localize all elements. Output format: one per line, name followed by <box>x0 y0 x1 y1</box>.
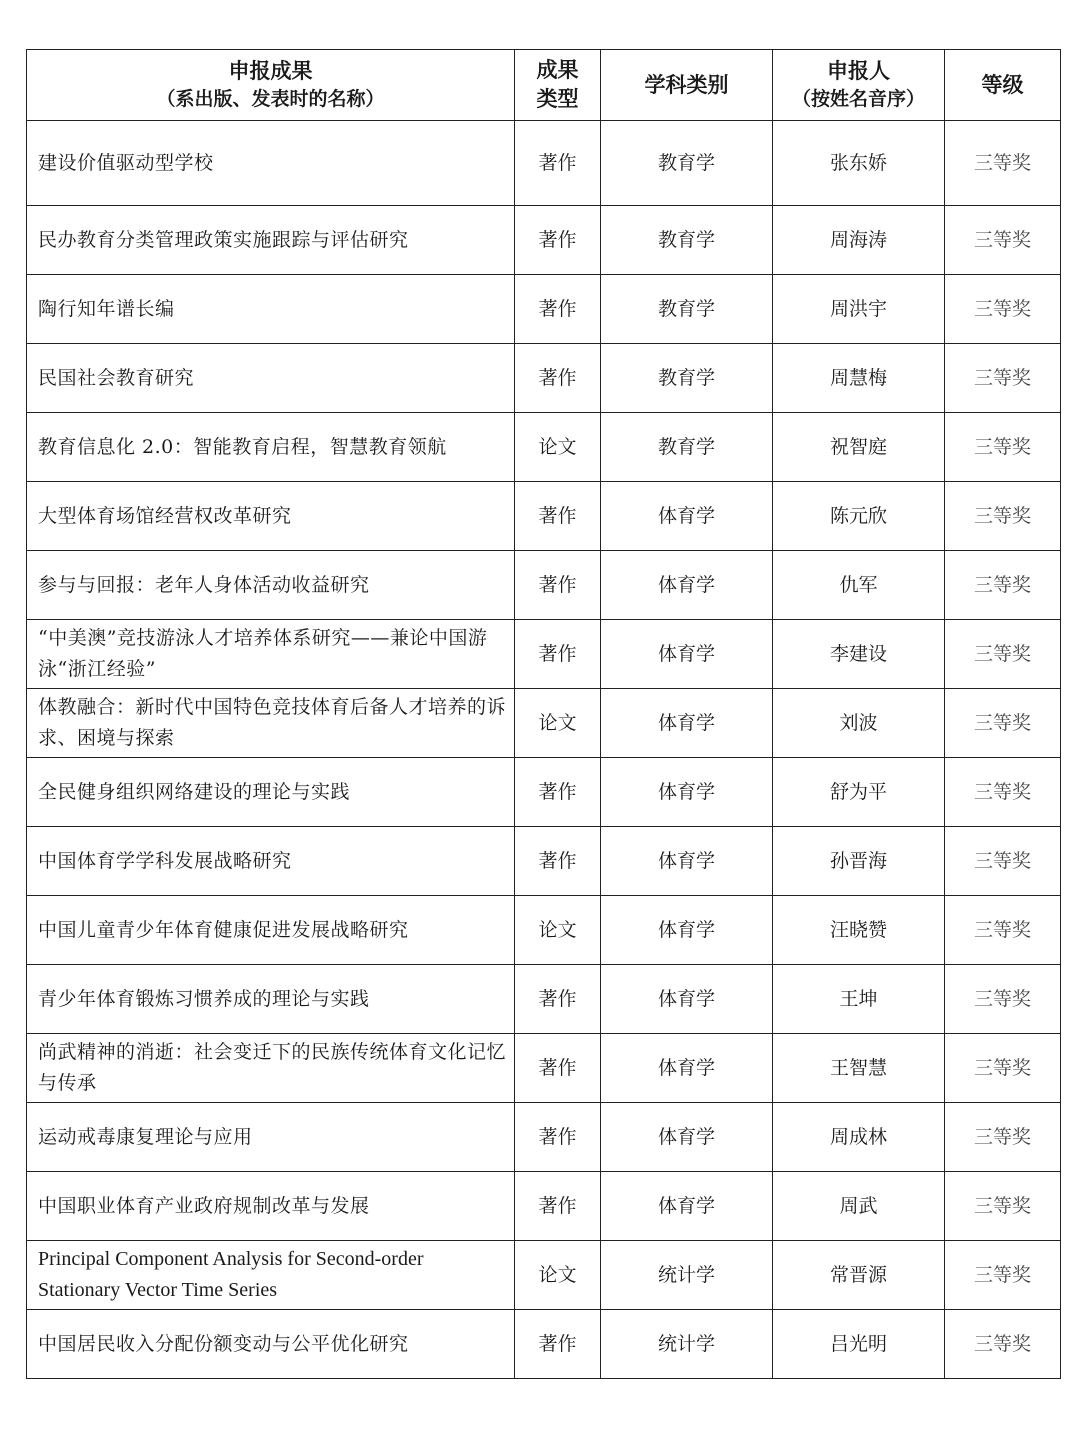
cell-title: 建设价值驱动型学校 <box>27 121 515 206</box>
cell-title: 民办教育分类管理政策实施跟踪与评估研究 <box>27 206 515 275</box>
header-type-line2: 类型 <box>536 87 579 111</box>
cell-discipline: 体育学 <box>601 1103 773 1172</box>
cell-grade: 三等奖 <box>945 965 1061 1034</box>
cell-applicant: 常晋源 <box>773 1241 945 1310</box>
cell-grade: 三等奖 <box>945 758 1061 827</box>
cell-applicant: 张东娇 <box>773 121 945 206</box>
cell-title: 中国居民收入分配份额变动与公平优化研究 <box>27 1310 515 1379</box>
cell-type: 著作 <box>515 275 601 344</box>
cell-discipline: 体育学 <box>601 689 773 758</box>
cell-grade: 三等奖 <box>945 121 1061 206</box>
table-row <box>27 1103 1061 1172</box>
cell-grade: 三等奖 <box>945 551 1061 620</box>
cell-discipline: 体育学 <box>601 965 773 1034</box>
table-body <box>27 121 1061 1379</box>
cell-applicant: 周海涛 <box>773 206 945 275</box>
cell-title: 大型体育场馆经营权改革研究 <box>27 482 515 551</box>
header-applicant-main: 申报人 <box>827 59 890 83</box>
cell-type: 著作 <box>515 206 601 275</box>
cell-title: 中国体育学学科发展战略研究 <box>27 827 515 896</box>
header-grade-label: 等级 <box>981 72 1024 97</box>
cell-applicant: 陈元欣 <box>773 482 945 551</box>
cell-applicant: 孙晋海 <box>773 827 945 896</box>
cell-applicant: 王智慧 <box>773 1034 945 1103</box>
cell-discipline: 统计学 <box>601 1310 773 1379</box>
cell-title: 运动戒毒康复理论与应用 <box>27 1103 515 1172</box>
cell-applicant: 周慧梅 <box>773 344 945 413</box>
cell-discipline: 体育学 <box>601 551 773 620</box>
cell-title: 中国儿童青少年体育健康促进发展战略研究 <box>27 896 515 965</box>
cell-type: 著作 <box>515 344 601 413</box>
table-row <box>27 1172 1061 1241</box>
header-title-sub: （系出版、发表时的名称） <box>156 88 385 110</box>
cell-title: 全民健身组织网络建设的理论与实践 <box>27 758 515 827</box>
header-discipline <box>601 50 773 121</box>
table-row <box>27 1310 1061 1379</box>
table-row <box>27 344 1061 413</box>
cell-grade: 三等奖 <box>945 896 1061 965</box>
cell-title: 青少年体育锻炼习惯养成的理论与实践 <box>27 965 515 1034</box>
cell-discipline: 教育学 <box>601 413 773 482</box>
table-row <box>27 827 1061 896</box>
cell-discipline: 体育学 <box>601 758 773 827</box>
cell-type: 著作 <box>515 1310 601 1379</box>
table-row <box>27 896 1061 965</box>
table-row <box>27 413 1061 482</box>
table-row <box>27 1241 1061 1310</box>
cell-applicant: 刘波 <box>773 689 945 758</box>
cell-discipline: 体育学 <box>601 1034 773 1103</box>
cell-discipline: 体育学 <box>601 482 773 551</box>
cell-applicant: 周洪宇 <box>773 275 945 344</box>
table-row <box>27 1034 1061 1103</box>
cell-applicant: 周武 <box>773 1172 945 1241</box>
cell-title: 体教融合：新时代中国特色竞技体育后备人才培养的诉求、困境与探索 <box>27 689 515 758</box>
cell-discipline: 体育学 <box>601 1172 773 1241</box>
cell-type: 论文 <box>515 896 601 965</box>
cell-type: 著作 <box>515 827 601 896</box>
header-applicant-sub: （按姓名音序） <box>791 88 925 110</box>
cell-grade: 三等奖 <box>945 413 1061 482</box>
header-grade <box>945 50 1061 121</box>
cell-type: 论文 <box>515 413 601 482</box>
cell-title: 教育信息化 2.0：智能教育启程，智慧教育领航 <box>27 413 515 482</box>
cell-grade: 三等奖 <box>945 344 1061 413</box>
cell-grade: 三等奖 <box>945 1103 1061 1172</box>
cell-type: 著作 <box>515 121 601 206</box>
cell-grade: 三等奖 <box>945 206 1061 275</box>
cell-applicant: 仇军 <box>773 551 945 620</box>
cell-discipline: 教育学 <box>601 121 773 206</box>
header-row <box>27 50 1061 121</box>
cell-type: 著作 <box>515 551 601 620</box>
cell-applicant: 李建设 <box>773 620 945 689</box>
cell-discipline: 体育学 <box>601 620 773 689</box>
table-row <box>27 482 1061 551</box>
header-title <box>27 50 515 121</box>
cell-grade: 三等奖 <box>945 620 1061 689</box>
cell-title: 尚武精神的消逝：社会变迁下的民族传统体育文化记忆与传承 <box>27 1034 515 1103</box>
cell-type: 著作 <box>515 482 601 551</box>
cell-discipline: 统计学 <box>601 1241 773 1310</box>
cell-grade: 三等奖 <box>945 689 1061 758</box>
cell-discipline: 教育学 <box>601 344 773 413</box>
cell-applicant: 舒为平 <box>773 758 945 827</box>
cell-type: 著作 <box>515 758 601 827</box>
cell-applicant: 周成林 <box>773 1103 945 1172</box>
cell-grade: 三等奖 <box>945 482 1061 551</box>
table-row <box>27 689 1061 758</box>
table-row <box>27 121 1061 206</box>
table-row <box>27 620 1061 689</box>
cell-discipline: 教育学 <box>601 275 773 344</box>
cell-applicant: 吕光明 <box>773 1310 945 1379</box>
cell-type: 著作 <box>515 965 601 1034</box>
cell-discipline: 体育学 <box>601 896 773 965</box>
header-type-line1: 成果 <box>536 58 579 82</box>
table-header <box>27 50 1061 121</box>
cell-title: “中美澳”竞技游泳人才培养体系研究——兼论中国游泳“浙江经验” <box>27 620 515 689</box>
cell-title: 参与与回报：老年人身体活动收益研究 <box>27 551 515 620</box>
cell-grade: 三等奖 <box>945 275 1061 344</box>
cell-discipline: 体育学 <box>601 827 773 896</box>
cell-type: 论文 <box>515 1241 601 1310</box>
cell-type: 著作 <box>515 1034 601 1103</box>
cell-title: 民国社会教育研究 <box>27 344 515 413</box>
header-title-main: 申报成果 <box>228 59 313 83</box>
cell-applicant: 祝智庭 <box>773 413 945 482</box>
table-row <box>27 206 1061 275</box>
cell-type: 著作 <box>515 620 601 689</box>
cell-title: 陶行知年谱长编 <box>27 275 515 344</box>
cell-applicant: 汪晓赞 <box>773 896 945 965</box>
cell-discipline: 教育学 <box>601 206 773 275</box>
cell-grade: 三等奖 <box>945 1034 1061 1103</box>
cell-type: 著作 <box>515 1103 601 1172</box>
table-row <box>27 965 1061 1034</box>
cell-type: 论文 <box>515 689 601 758</box>
cell-grade: 三等奖 <box>945 1241 1061 1310</box>
table-row <box>27 758 1061 827</box>
cell-title: Principal Component Analysis for Second-order Stationary Vector Time Series <box>27 1241 515 1310</box>
cell-grade: 三等奖 <box>945 1310 1061 1379</box>
cell-grade: 三等奖 <box>945 1172 1061 1241</box>
header-discipline-label: 学科类别 <box>644 72 729 97</box>
header-type <box>515 50 601 121</box>
cell-type: 著作 <box>515 1172 601 1241</box>
header-applicant <box>773 50 945 121</box>
cell-grade: 三等奖 <box>945 827 1061 896</box>
awards-table <box>26 49 1061 1379</box>
cell-title: 中国职业体育产业政府规制改革与发展 <box>27 1172 515 1241</box>
table-row <box>27 275 1061 344</box>
table-row <box>27 551 1061 620</box>
cell-applicant: 王坤 <box>773 965 945 1034</box>
